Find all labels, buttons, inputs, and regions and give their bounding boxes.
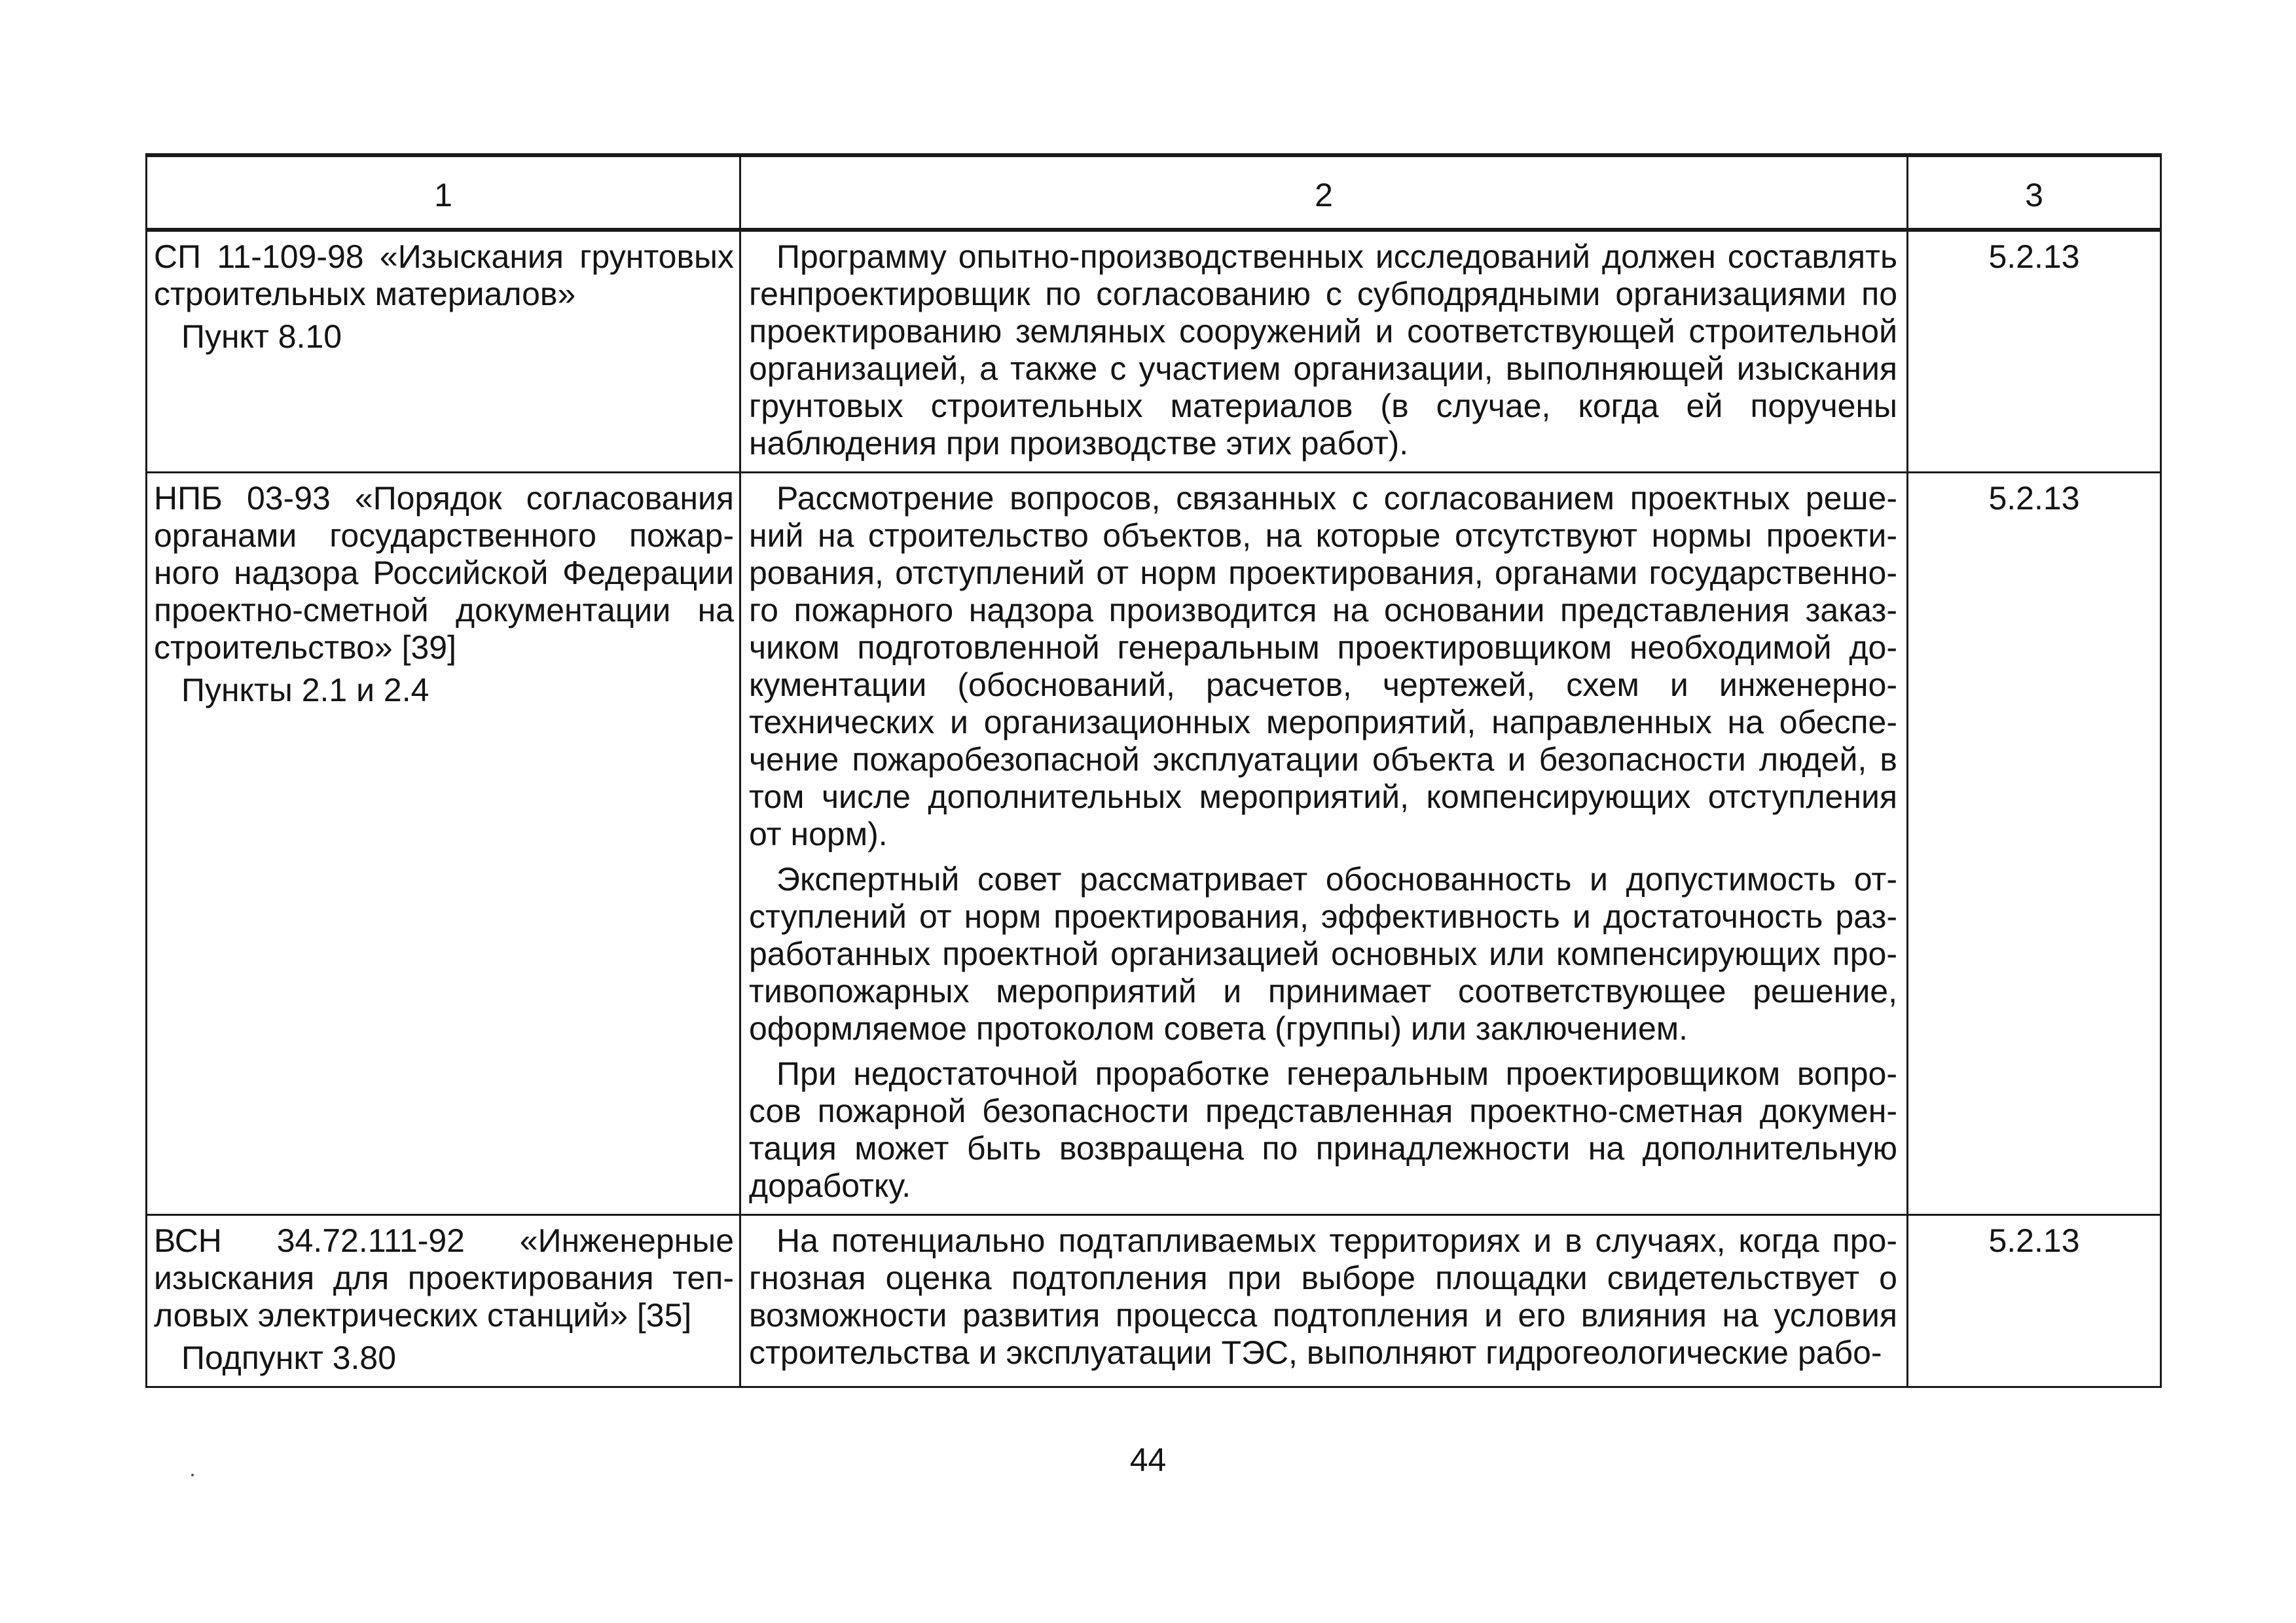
reference-cell — [1908, 1215, 2161, 1387]
requirement-paragraph: Программу опытно-производственных исследований должен составлять генпроектировщик по согласованию с субподрядными организациями по проектированию земляных сооружений и соответствующей строительной организацией, а также с участием организации, выполняющей изыскания грунтовых строительных материалов (в случае, когда ей поручены наблюдения при производстве этих работ). — [749, 238, 1897, 462]
document-title: НПБ 03-93 «Порядок согласования органами государственного пожарного надзора Российской Федерации проектно-сметной документации на строительство» [39] — [154, 480, 734, 666]
requirement-paragraph: При недостаточной проработке генеральным проектировщиком вопросов пожарной безопасности представленная проектно-сметная документация может быть возвращена по принадлежности на дополнительную доработку. — [749, 1055, 1897, 1204]
document-cell — [147, 1215, 740, 1387]
document-cell — [147, 230, 740, 473]
document-title: СП 11-109-98 «Изыскания грунтовых строительных материалов» — [154, 238, 734, 312]
reference-cell — [1908, 473, 2161, 1215]
column-header-3: 3 — [1908, 155, 2161, 230]
clause-label: Пункт 8.10 — [181, 318, 342, 355]
requirement-cell — [740, 473, 1908, 1215]
section-reference: 5.2.13 — [1988, 1222, 2080, 1259]
clause-label: Пункты 2.1 и 2.4 — [181, 672, 429, 708]
requirement-paragraph: На потенциально подтапливаемых территориях и в случаях, когда прогнозная оценка подтопления при выборе площадки свидетельствует о возможности развития процесса подтопления и его влияния на условия строительства и эксплуатации ТЭС, выполняют гидрогеологические рабо- — [749, 1222, 1897, 1371]
requirement-paragraph: Экспертный совет рассматривает обоснованность и допустимость отступлений от норм проектирования, эффективность и достаточность разработанных проектной организацией основных или компенсирующих противопожарных мероприятий и принимает соответствующее решение, оформляемое протоколом совета (группы) или заключением. — [749, 861, 1897, 1047]
requirements-table — [145, 153, 2162, 1388]
document-title: ВСН 34.72.111-92 «Инженерные изыскания для проектирования тепловых электрических станций» [35] — [154, 1222, 734, 1334]
reference-cell — [1908, 230, 2161, 473]
requirement-cell — [740, 230, 1908, 473]
section-reference: 5.2.13 — [1988, 238, 2080, 275]
section-reference: 5.2.13 — [1988, 480, 2080, 517]
table-row — [147, 473, 2161, 1215]
table-header-row — [147, 155, 2161, 230]
column-header-2: 2 — [740, 155, 1908, 230]
clause-label: Подпункт 3.80 — [181, 1340, 397, 1376]
table-row — [147, 230, 2161, 473]
column-header-1: 1 — [147, 155, 740, 230]
document-cell — [147, 473, 740, 1215]
document-page — [145, 153, 2154, 1388]
table-row — [147, 1215, 2161, 1387]
requirement-paragraph: Рассмотрение вопросов, связанных с согласованием проектных решений на строительство объектов, на которые отсутствуют нормы проектирования, отступлений от норм проектирования, органами государственного пожарного надзора производится на основании представления заказчиком подготовленной генеральным проектировщиком необходимой документации (обоснований, расчетов, чертежей, схем и инженерно-технических и организационных мероприятий, направленных на обеспечение пожаробезопасной эксплуатации объекта и безопасности людей, в том числе дополнительных мероприятий, компенсирующих отступления от норм). — [749, 480, 1897, 852]
requirement-cell — [740, 1215, 1908, 1387]
page-number: 44 — [1129, 1442, 1167, 1478]
